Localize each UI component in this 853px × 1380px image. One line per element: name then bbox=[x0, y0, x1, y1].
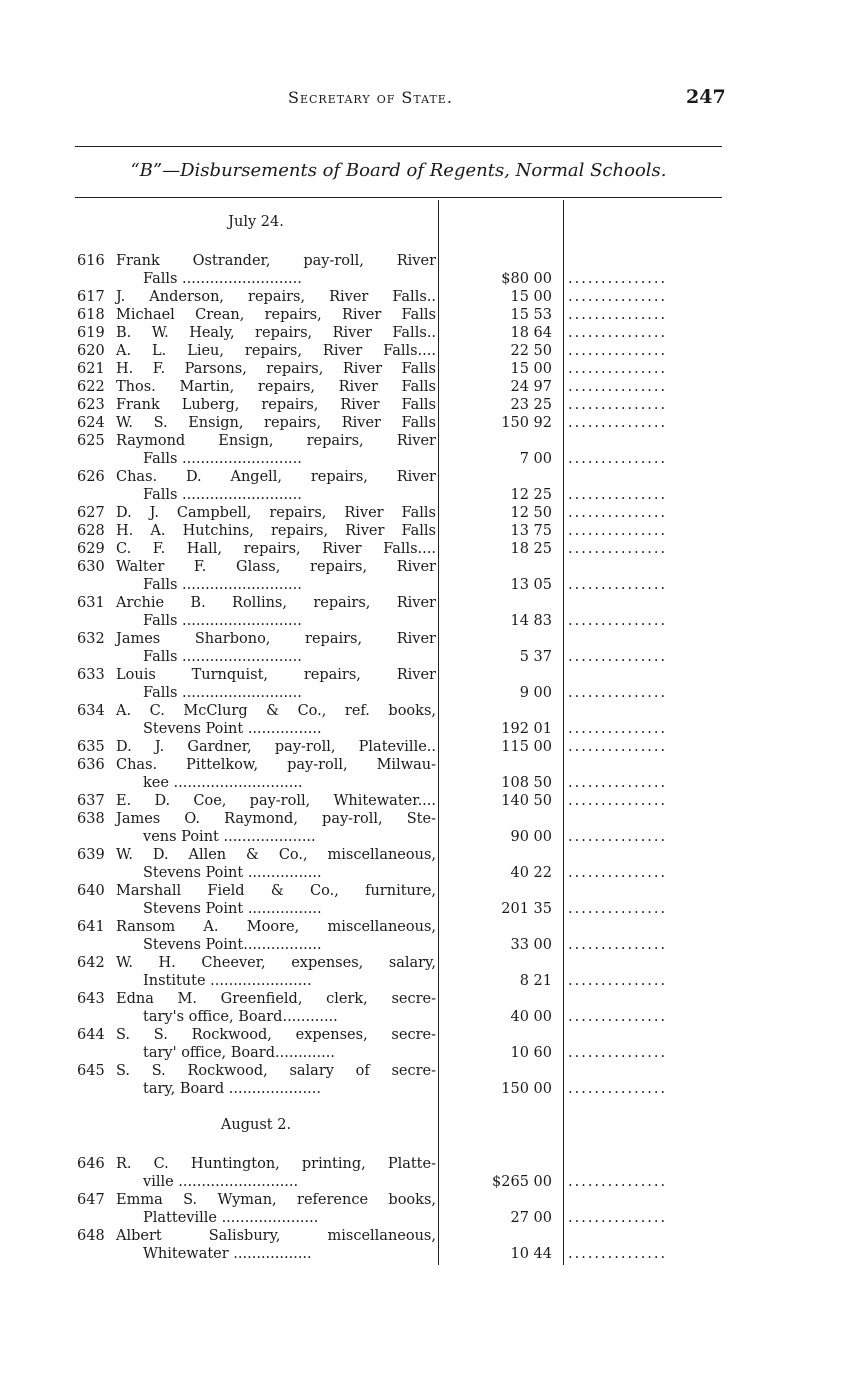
ledger-entry bbox=[0, 630, 853, 666]
payee-description-continued: Stevens Point ................ bbox=[143, 865, 322, 881]
voucher-number: 631 bbox=[77, 595, 105, 611]
payee-description-continued: Falls .......................... bbox=[143, 649, 302, 665]
ledger-entry bbox=[0, 792, 853, 810]
amount: 23 25 bbox=[510, 397, 552, 413]
ledger-entry bbox=[0, 846, 853, 882]
ledger-entry bbox=[0, 522, 853, 540]
dot-leader: ............... bbox=[568, 415, 668, 431]
payee-description-continued: Stevens Point ................ bbox=[143, 721, 322, 737]
voucher-number: 643 bbox=[77, 991, 105, 1007]
amount: 22 50 bbox=[510, 343, 552, 359]
dot-leader: ............... bbox=[568, 505, 668, 521]
ledger-entry bbox=[0, 756, 853, 792]
amount: 18 64 bbox=[510, 325, 552, 341]
dot-leader: ............... bbox=[568, 541, 668, 557]
amount: 40 22 bbox=[510, 865, 552, 881]
ledger-entry bbox=[0, 954, 853, 990]
dot-leader: ............... bbox=[568, 397, 668, 413]
ledger-entry bbox=[0, 540, 853, 558]
ledger-entry bbox=[0, 1191, 853, 1227]
voucher-number: 645 bbox=[77, 1063, 105, 1079]
dot-leader: ............... bbox=[568, 973, 668, 989]
payee-description-continued: tary, Board .................... bbox=[143, 1081, 321, 1097]
dot-leader: ............... bbox=[568, 1246, 668, 1262]
dot-leader: ............... bbox=[568, 1210, 668, 1226]
ledger-entry bbox=[0, 306, 853, 324]
payee-description: R. C. Huntington, printing, Platte- bbox=[116, 1156, 436, 1172]
amount: 108 50 bbox=[501, 775, 552, 791]
payee-description: Raymond Ensign, repairs, River bbox=[116, 433, 436, 449]
payee-description: A. C. McClurg & Co., ref. books, bbox=[116, 703, 436, 719]
voucher-number: 617 bbox=[77, 289, 105, 305]
payee-description: C. F. Hall, repairs, River Falls.... bbox=[116, 541, 436, 557]
ledger-entry bbox=[0, 252, 853, 288]
ledger-entry bbox=[0, 1026, 853, 1062]
payee-description: Walter F. Glass, repairs, River bbox=[116, 559, 436, 575]
dot-leader: ............... bbox=[568, 937, 668, 953]
payee-description-continued: Whitewater ................. bbox=[143, 1246, 312, 1262]
amount: 10 60 bbox=[510, 1045, 552, 1061]
amount: 140 50 bbox=[501, 793, 552, 809]
ledger-entry bbox=[0, 432, 853, 468]
dot-leader: ............... bbox=[568, 1045, 668, 1061]
voucher-number: 636 bbox=[77, 757, 105, 773]
ledger-entry bbox=[0, 666, 853, 702]
dot-leader: ............... bbox=[568, 577, 668, 593]
ledger-entry bbox=[0, 342, 853, 360]
amount: 13 05 bbox=[510, 577, 552, 593]
payee-description-continued: Falls .......................... bbox=[143, 271, 302, 287]
ledger-entry bbox=[0, 378, 853, 396]
ledger-entry bbox=[0, 360, 853, 378]
payee-description-continued: Stevens Point ................ bbox=[143, 901, 322, 917]
payee-description: W. D. Allen & Co., miscellaneous, bbox=[116, 847, 436, 863]
dot-leader: ............... bbox=[568, 1174, 668, 1190]
payee-description-continued: tary' office, Board............. bbox=[143, 1045, 335, 1061]
dot-leader: ............... bbox=[568, 793, 668, 809]
amount: 115 00 bbox=[501, 739, 552, 755]
voucher-number: 637 bbox=[77, 793, 105, 809]
page-header bbox=[0, 88, 853, 112]
dot-leader: ............... bbox=[568, 487, 668, 503]
dot-leader: ............... bbox=[568, 307, 668, 323]
payee-description: Louis Turnquist, repairs, River bbox=[116, 667, 436, 683]
voucher-number: 622 bbox=[77, 379, 105, 395]
ledger-entry bbox=[0, 324, 853, 342]
dot-leader: ............... bbox=[568, 379, 668, 395]
voucher-number: 646 bbox=[77, 1156, 105, 1172]
amount: 9 00 bbox=[519, 685, 552, 701]
dot-leader: ............... bbox=[568, 613, 668, 629]
amount: 15 00 bbox=[510, 361, 552, 377]
amount: 13 75 bbox=[510, 523, 552, 539]
payee-description: Ransom A. Moore, miscellaneous, bbox=[116, 919, 436, 935]
amount: 12 25 bbox=[510, 487, 552, 503]
payee-description: Thos. Martin, repairs, River Falls bbox=[116, 379, 436, 395]
page-number: 247 bbox=[686, 86, 726, 108]
payee-description-continued: kee ............................ bbox=[143, 775, 303, 791]
payee-description: Archie B. Rollins, repairs, River bbox=[116, 595, 436, 611]
payee-description: S. S. Rockwood, salary of secre- bbox=[116, 1063, 436, 1079]
dot-leader: ............... bbox=[568, 271, 668, 287]
voucher-number: 648 bbox=[77, 1228, 105, 1244]
ledger-entry bbox=[0, 288, 853, 306]
voucher-number: 633 bbox=[77, 667, 105, 683]
amount: 15 00 bbox=[510, 289, 552, 305]
amount: $80 00 bbox=[501, 271, 552, 287]
voucher-number: 628 bbox=[77, 523, 105, 539]
voucher-number: 619 bbox=[77, 325, 105, 341]
table-title: “B”—Disbursements of Board of Regents, Normal Schools. bbox=[130, 160, 667, 181]
voucher-number: 627 bbox=[77, 505, 105, 521]
voucher-number: 629 bbox=[77, 541, 105, 557]
voucher-number: 626 bbox=[77, 469, 105, 485]
amount: 7 00 bbox=[519, 451, 552, 467]
ledger-entry bbox=[0, 594, 853, 630]
dot-leader: ............... bbox=[568, 1009, 668, 1025]
payee-description: S. S. Rockwood, expenses, secre- bbox=[116, 1027, 436, 1043]
dot-leader: ............... bbox=[568, 721, 668, 737]
payee-description: James O. Raymond, pay-roll, Ste- bbox=[116, 811, 436, 827]
payee-description: Edna M. Greenfield, clerk, secre- bbox=[116, 991, 436, 1007]
ledger-entry bbox=[0, 1155, 853, 1191]
voucher-number: 618 bbox=[77, 307, 105, 323]
payee-description: W. S. Ensign, repairs, River Falls bbox=[116, 415, 436, 431]
voucher-number: 638 bbox=[77, 811, 105, 827]
voucher-number: 630 bbox=[77, 559, 105, 575]
amount: 12 50 bbox=[510, 505, 552, 521]
ledger-entry bbox=[0, 558, 853, 594]
dot-leader: ............... bbox=[568, 685, 668, 701]
voucher-number: 634 bbox=[77, 703, 105, 719]
payee-description: Albert Salisbury, miscellaneous, bbox=[116, 1228, 436, 1244]
dot-leader: ............... bbox=[568, 361, 668, 377]
dot-leader: ............... bbox=[568, 739, 668, 755]
voucher-number: 647 bbox=[77, 1192, 105, 1208]
dot-leader: ............... bbox=[568, 775, 668, 791]
ledger-entry bbox=[0, 468, 853, 504]
voucher-number: 625 bbox=[77, 433, 105, 449]
amount: $265 00 bbox=[492, 1174, 552, 1190]
payee-description-continued: ville .......................... bbox=[143, 1174, 299, 1190]
ledger-entry bbox=[0, 738, 853, 756]
payee-description: H. A. Hutchins, repairs, River Falls bbox=[116, 523, 436, 539]
payee-description-continued: vens Point .................... bbox=[143, 829, 316, 845]
dot-leader: ............... bbox=[568, 1081, 668, 1097]
top-rule bbox=[75, 146, 722, 147]
payee-description-continued: Platteville ..................... bbox=[143, 1210, 319, 1226]
amount: 10 44 bbox=[510, 1246, 552, 1262]
voucher-number: 640 bbox=[77, 883, 105, 899]
payee-description-continued: Falls .......................... bbox=[143, 613, 302, 629]
dot-leader: ............... bbox=[568, 325, 668, 341]
amount: 192 01 bbox=[501, 721, 552, 737]
payee-description: Chas. Pittelkow, pay-roll, Milwau- bbox=[116, 757, 436, 773]
amount: 150 00 bbox=[501, 1081, 552, 1097]
payee-description-continued: Falls .......................... bbox=[143, 451, 302, 467]
date-heading: August 2. bbox=[220, 1117, 292, 1133]
amount: 150 92 bbox=[501, 415, 552, 431]
voucher-number: 639 bbox=[77, 847, 105, 863]
payee-description: D. J. Campbell, repairs, River Falls bbox=[116, 505, 436, 521]
dot-leader: ............... bbox=[568, 865, 668, 881]
running-title: Secretary of State. bbox=[288, 88, 453, 107]
ledger-entry bbox=[0, 918, 853, 954]
payee-description-continued: Institute ...................... bbox=[143, 973, 312, 989]
payee-description: W. H. Cheever, expenses, salary, bbox=[116, 955, 436, 971]
payee-description: Chas. D. Angell, repairs, River bbox=[116, 469, 436, 485]
amount: 90 00 bbox=[510, 829, 552, 845]
payee-description: J. Anderson, repairs, River Falls.. bbox=[116, 289, 436, 305]
dot-leader: ............... bbox=[568, 451, 668, 467]
voucher-number: 623 bbox=[77, 397, 105, 413]
voucher-number: 624 bbox=[77, 415, 105, 431]
amount: 27 00 bbox=[510, 1210, 552, 1226]
payee-description-continued: Falls .......................... bbox=[143, 487, 302, 503]
voucher-number: 642 bbox=[77, 955, 105, 971]
amount: 24 97 bbox=[510, 379, 552, 395]
payee-description: E. D. Coe, pay-roll, Whitewater.... bbox=[116, 793, 436, 809]
amount: 40 00 bbox=[510, 1009, 552, 1025]
ledger-entry bbox=[0, 882, 853, 918]
payee-description: A. L. Lieu, repairs, River Falls.... bbox=[116, 343, 436, 359]
voucher-number: 635 bbox=[77, 739, 105, 755]
ledger-entry bbox=[0, 396, 853, 414]
payee-description: Emma S. Wyman, reference books, bbox=[116, 1192, 436, 1208]
ledger-entry bbox=[0, 1062, 853, 1098]
payee-description-continued: Falls .......................... bbox=[143, 685, 302, 701]
amount: 18 25 bbox=[510, 541, 552, 557]
ledger-entry bbox=[0, 810, 853, 846]
payee-description: H. F. Parsons, repairs, River Falls bbox=[116, 361, 436, 377]
voucher-number: 616 bbox=[77, 253, 105, 269]
dot-leader: ............... bbox=[568, 343, 668, 359]
payee-description: Michael Crean, repairs, River Falls bbox=[116, 307, 436, 323]
date-heading: July 24. bbox=[228, 214, 284, 230]
dot-leader: ............... bbox=[568, 901, 668, 917]
ledger-entry bbox=[0, 504, 853, 522]
voucher-number: 644 bbox=[77, 1027, 105, 1043]
ledger-entry bbox=[0, 990, 853, 1026]
payee-description: Frank Ostrander, pay-roll, River bbox=[116, 253, 436, 269]
amount: 14 83 bbox=[510, 613, 552, 629]
amount: 15 53 bbox=[510, 307, 552, 323]
voucher-number: 621 bbox=[77, 361, 105, 377]
amount: 33 00 bbox=[510, 937, 552, 953]
dot-leader: ............... bbox=[568, 523, 668, 539]
payee-description: Frank Luberg, repairs, River Falls bbox=[116, 397, 436, 413]
voucher-number: 620 bbox=[77, 343, 105, 359]
voucher-number: 641 bbox=[77, 919, 105, 935]
title-rule bbox=[75, 197, 722, 198]
amount: 5 37 bbox=[519, 649, 552, 665]
payee-description-continued: Stevens Point................. bbox=[143, 937, 322, 953]
payee-description-continued: Falls .......................... bbox=[143, 577, 302, 593]
payee-description: D. J. Gardner, pay-roll, Plateville.. bbox=[116, 739, 436, 755]
ledger-entry bbox=[0, 702, 853, 738]
dot-leader: ............... bbox=[568, 829, 668, 845]
ledger-entry bbox=[0, 1227, 853, 1263]
amount: 201 35 bbox=[501, 901, 552, 917]
payee-description: Marshall Field & Co., furniture, bbox=[116, 883, 436, 899]
ledger-entry bbox=[0, 414, 853, 432]
payee-description-continued: tary's office, Board............ bbox=[143, 1009, 338, 1025]
voucher-number: 632 bbox=[77, 631, 105, 647]
dot-leader: ............... bbox=[568, 289, 668, 305]
payee-description: James Sharbono, repairs, River bbox=[116, 631, 436, 647]
payee-description: B. W. Healy, repairs, River Falls.. bbox=[116, 325, 436, 341]
dot-leader: ............... bbox=[568, 649, 668, 665]
amount: 8 21 bbox=[519, 973, 552, 989]
